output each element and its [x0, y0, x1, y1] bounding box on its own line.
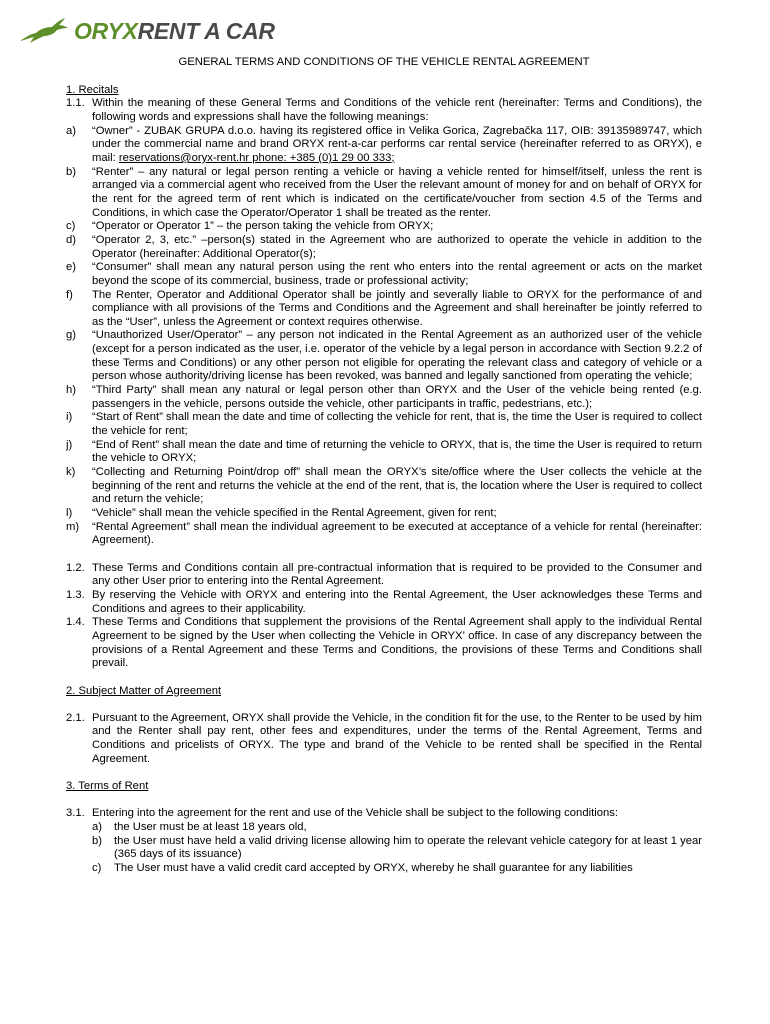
definition-h [66, 384, 702, 411]
condition-a [66, 821, 702, 835]
spacer [66, 698, 702, 712]
clause-number: 1.3. [66, 588, 85, 601]
item-text: “Collecting and Returning Point/drop off” shall mean the ORYX’s site/office where the User collects the vehicle at the beginning of the rent and returns the vehicle at the end of the rent, that is, the location where the User is required to collect and return the vehicle; [92, 466, 702, 506]
item-text: the User must be at least 18 years old, [114, 821, 307, 834]
clause-text: Within the meaning of these General Terms and Conditions of the vehicle rent (hereinafter: Terms and Conditions), the following words and expressions shall have the following meanings: [92, 97, 702, 123]
clause-number: 2.1. [66, 711, 85, 724]
item-marker: f) [66, 288, 73, 301]
item-marker: c) [66, 220, 76, 233]
clause-text: Pursuant to the Agreement, ORYX shall provide the Vehicle, in the condition fit for the use, to the Renter to be used by him and the Renter shall pay rent, other fees and expenditures, under the terms of the Rental Agreement, Terms and Conditions and pricelists of ORYX. The type and brand of the Vehicle to be rented shall be specified in the Rental Agreement. [92, 711, 702, 765]
definition-m [66, 521, 702, 548]
clause-1-4 [66, 616, 702, 671]
spacer [66, 766, 702, 780]
clause-text: These Terms and Conditions that supplement the provisions of the Rental Agreement shall apply to the individual Rental Agreement to be signed by the User when collecting the Vehicle in ORYX’ office. In case of any discrepancy between the provisions of a Rental Agreement and these Terms and Conditions, the provisions of these Terms and Conditions shall prevail. [92, 616, 702, 670]
clause-1-1 [66, 97, 702, 124]
item-text: The Renter, Operator and Additional Operator shall be jointly and severally liable to ORYX for the performance of and compliance with all provisions of the Terms and Conditions and the Agreement and shall hereinafter be jointly referred to as the “User”, unless the Agreement or context requires otherwise. [92, 288, 702, 328]
item-marker: a) [66, 124, 77, 137]
section-heading-subject-matter: 2. Subject Matter of Agreement [66, 684, 222, 697]
item-text: “Unauthorized User/Operator” – any person not indicated in the Rental Agreement as an authorized user of the vehicle (except for a person indicated as the user, i.e. operator of the vehicle by a legal person in accordance with Section 9.2.2 of these Terms and Conditions) or any other person not eligible for operating the relevant class and category of vehicle or a person whose authority/driving license has been revoked, was banned and legally sanctioned from operating the vehicle; [92, 329, 702, 383]
clause-number: 1.1. [66, 97, 85, 110]
definition-d [66, 234, 702, 261]
item-text: “End of Rent” shall mean the date and time of returning the vehicle to ORYX, that is, the time the User is required to return the vehicle to ORYX; [92, 438, 702, 465]
clause-number: 1.4. [66, 616, 85, 629]
item-text: “Operator 2, 3, etc.” –person(s) stated in the Agreement who are authorized to operate the vehicle in addition to the Operator (hereinafter: Additional Operator(s); [92, 233, 702, 260]
definition-g [66, 329, 702, 384]
item-text: “Operator or Operator 1” – the person taking the vehicle from ORYX; [92, 220, 434, 233]
definition-i [66, 411, 702, 438]
leaping-antelope-icon [18, 17, 70, 45]
clause-text: By reserving the Vehicle with ORYX and entering into the Rental Agreement, the User acknowledges these Terms and Conditions and agrees to their applicability. [92, 588, 702, 615]
item-marker: e) [66, 261, 77, 274]
item-text [92, 125, 702, 166]
definition-k [66, 466, 702, 507]
section-heading-recitals: 1. Recitals [66, 83, 119, 96]
item-marker: i) [66, 411, 73, 424]
company-logo [18, 14, 275, 48]
definition-a [66, 125, 702, 166]
definition-j [66, 439, 702, 466]
clause-number: 3.1. [66, 807, 85, 820]
item-marker: g) [66, 329, 77, 342]
condition-c [66, 862, 702, 876]
spacer [66, 794, 702, 808]
item-marker: k) [66, 466, 76, 479]
item-marker: d) [66, 233, 77, 246]
document-title: GENERAL TERMS AND CONDITIONS OF THE VEHICLE RENTAL AGREEMENT [178, 56, 590, 68]
definition-b [66, 166, 702, 221]
item-text: the User must have held a valid driving license allowing him to operate the relevant vehicle category for at least 1 year (365 days of its issuance) [114, 834, 702, 861]
clause-2-1 [66, 712, 702, 767]
clause-number: 1.2. [66, 561, 85, 574]
logo-brand: ORYX [74, 18, 138, 44]
document-body [66, 56, 702, 876]
item-marker: m) [66, 520, 80, 533]
logo-wordmark [74, 14, 275, 48]
logo-tagline: RENT A CAR [137, 18, 275, 44]
definition-l [66, 507, 702, 521]
item-marker: a) [92, 821, 103, 834]
item-text: “Renter” – any natural or legal person renting a vehicle or having a vehicle rented for himself/itself, unless the rent is arranged via a commercial agent who received from the User the relevant amount of money for and on behalf of ORYX for the rent for the agreed term of rent which is indicated on the certificate/voucher from section 4.5 of the Terms and Conditions, in which case the Operator/Operator 1 shall be treated as the renter. [92, 165, 702, 219]
condition-b [66, 835, 702, 862]
definition-e [66, 261, 702, 288]
clause-1-3 [66, 589, 702, 616]
section-heading-terms-of-rent: 3. Terms of Rent [66, 780, 149, 793]
clause-text: These Terms and Conditions contain all pre-contractual information that is required to be provided to the Consumer and any other User prior to entering into the Rental Agreement. [92, 561, 702, 588]
item-marker: j) [66, 438, 73, 451]
email-link[interactable]: reservations@oryx-rent.hr [118, 151, 250, 164]
item-text: “Third Party” shall mean any natural or legal person other than ORYX and the User of the vehicle being rented (e.g. passengers in the vehicle, persons outside the vehicle, other participants in traffic, pedestrians, etc.); [92, 384, 702, 410]
item-marker: b) [66, 165, 77, 178]
item-marker: l) [66, 507, 73, 519]
item-text: “Start of Rent” shall mean the date and time of collecting the vehicle for rent, that is, the time the User is required to collect the vehicle for rent; [92, 411, 702, 438]
clause-text: Entering into the agreement for the rent and use of the Vehicle shall be subject to the following conditions: [92, 807, 618, 820]
spacer [66, 671, 702, 685]
item-text: “Consumer” shall mean any natural person using the rent who enters into the rental agreement or acts on the market beyond the scope of its commercial, business, trade or professional activity; [92, 261, 702, 287]
spacer [66, 548, 702, 562]
definition-f [66, 289, 702, 330]
phone-text: phone: +385 (0)1 29 00 333; [249, 151, 395, 164]
item-marker: h) [66, 384, 77, 397]
item-text: “Rental Agreement” shall mean the individual agreement to be executed at acceptance of a vehicle for rental (hereinafter: Agreement). [92, 520, 702, 547]
item-text: The User must have a valid credit card accepted by ORYX, whereby he shall guarantee for any liabilities [114, 861, 633, 874]
clause-3-1 [66, 807, 702, 821]
clause-1-2 [66, 562, 702, 589]
definition-c [66, 220, 702, 234]
item-marker: b) [92, 834, 103, 847]
item-text: “Vehicle” shall mean the vehicle specified in the Rental Agreement, given for rent; [92, 507, 497, 519]
owner-definition-text: “Owner” - ZUBAK GRUPA d.o.o. having its registered office in Velika Gorica, Zagrebačka 117, OIB: 39135989747, which under the commercial name and brand ORYX rent-a-car performs car rental service (hereinafter referred to as ORYX), e mail: [92, 124, 702, 164]
item-marker: c) [92, 861, 102, 874]
